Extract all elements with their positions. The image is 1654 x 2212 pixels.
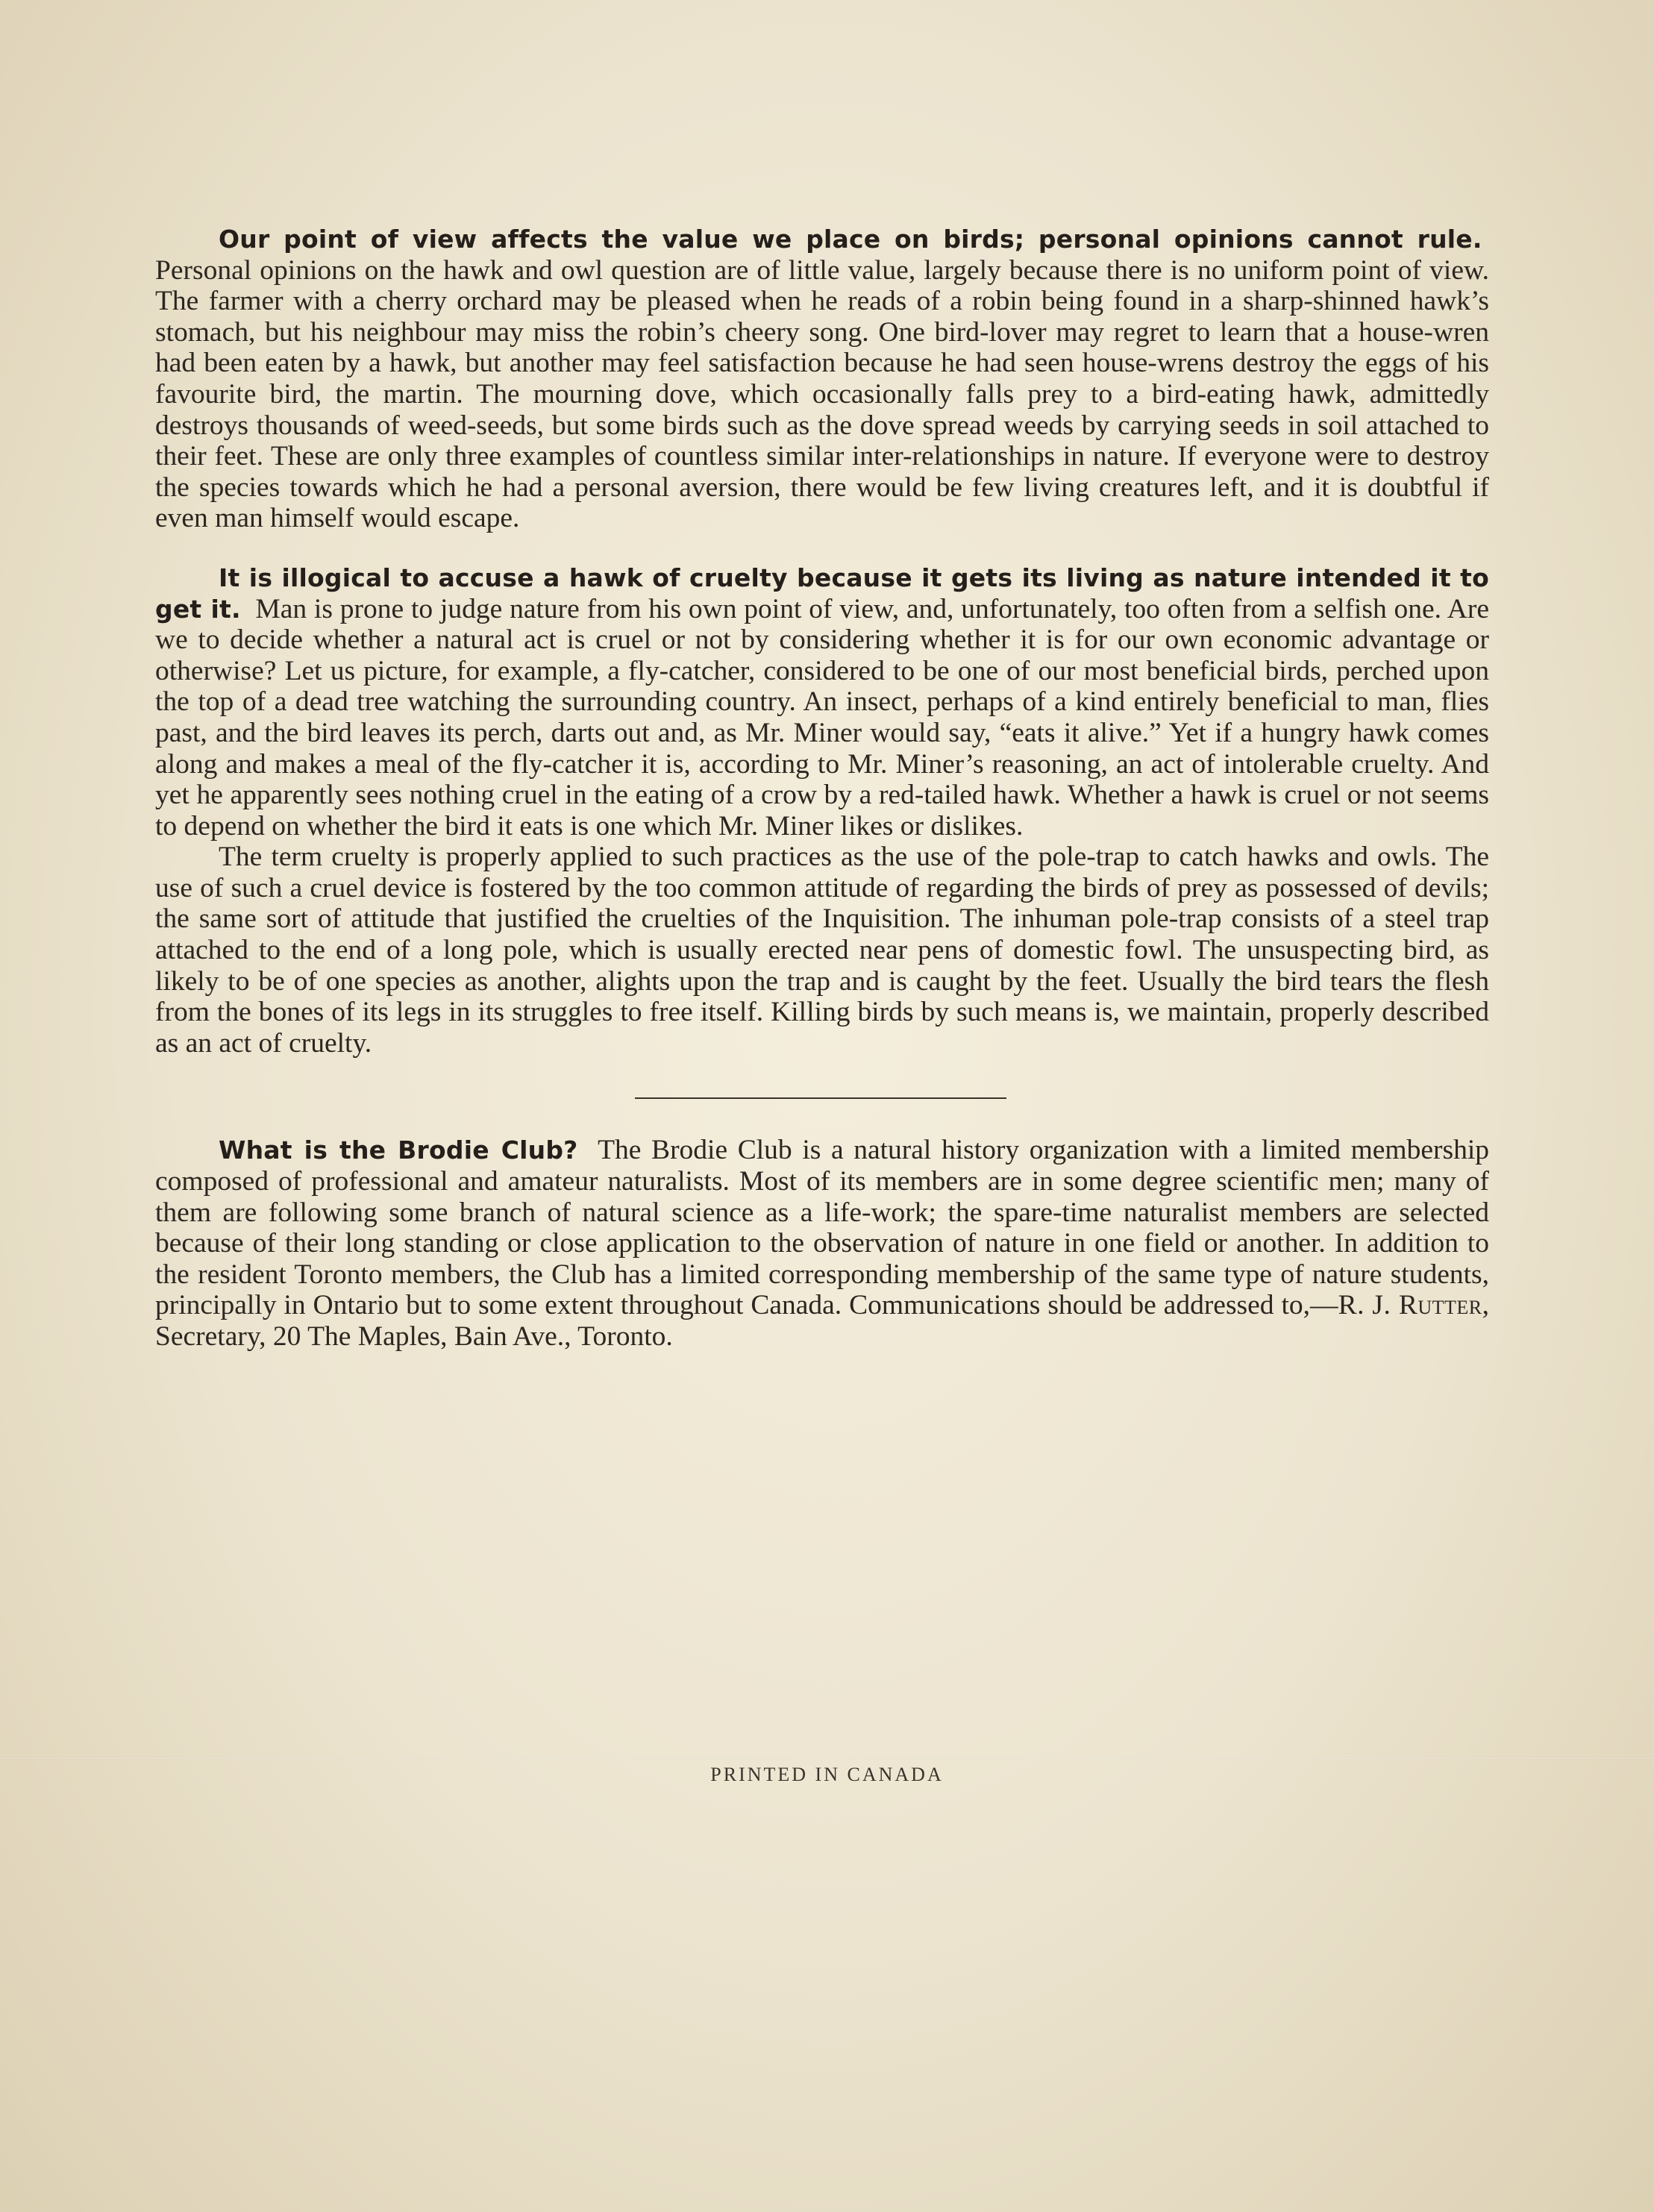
document-body <box>155 224 1489 1353</box>
section-heading: What is the Brodie Club? <box>219 1135 578 1165</box>
section-body: The Brodie Club is a natural history organization with a limited membership composed of professional and amateur naturalists. Most of its members are in some degree scientific men; many of them are following some branch of natural science as a life-work; the spare-time naturalist members are selected because of their long standing or close application to the observation of nature in one field or another. In addition to the resident Toronto members, the Club has a limited corresponding membership of the same type of nature students, principally in Ontario but to some extent throughout Canada. Communications should be addressed to,— <box>155 1135 1489 1321</box>
section-point-of-view <box>155 224 1489 534</box>
section-heading: Our point of view affects the value we place on birds; personal opinions cannot rule. <box>219 225 1482 254</box>
printed-in-canada-footer: PRINTED IN CANADA <box>710 1764 944 1785</box>
section-body: Personal opinions on the hawk and owl question are of little value, largely because there is no uniform point of view. The farmer with a cherry orchard may be pleased when he reads of a robin being found in a sharp-shinned hawk’s stomach, but his neighbour may miss the robin’s cheery song. One bird-lover may regret to learn that a house-wren had been eaten by a hawk, but another may feel satisfaction because he had seen house-wrens destroy the eggs of his favourite bird, the martin. The mourning dove, which occasionally falls prey to a bird-eating hawk, admittedly destroys thousands of weed-seeds, but some birds such as the dove spread weeds by carrying seeds in soil attached to their feet. These are only three examples of countless similar inter-relationships in nature. If everyone were to destroy the species towards which he had a personal aversion, there would be few living creatures left, and it is doubtful if even man himself would escape. <box>155 254 1489 534</box>
contact-name: R. J. Rutter <box>1338 1290 1482 1321</box>
section-cruelty <box>155 563 1489 1059</box>
paragraph: The term cruelty is properly applied to such practices as the use of the pole-trap to catch hawks and owls. The use of such a cruel device is fostered by the too common attitude of regarding the birds of prey as possessed of devils; the same sort of attitude that justified the cruelties of the Inquisition. The inhuman pole-trap consists of a steel trap attached to the end of a long pole, which is usually erected near pens of domestic fowl. The unsuspecting bird, as likely to be of one species as another, alights upon the trap and is caught by the feet. Usually the bird tears the flesh from the bones of its legs in its struggles to free itself. Killing birds by such means is, we maintain, properly described as an act of cruelty. <box>155 842 1489 1059</box>
section-body: Man is prone to judge nature from his own point of view, and, unfortunately, too often from a selfish one. Are we to decide whether a natural act is cruel or not by considering whether it is for our own economic advantage or otherwise? Let us picture, for example, a fly-catcher, considered to be one of our most beneficial birds, perched upon the top of a dead tree watching the surrounding country. An insect, perhaps of a kind entirely beneficial to man, flies past, and the bird leaves its perch, darts out and, as Mr. Miner would say, “eats it alive.” Yet if a hungry hawk comes along and makes a meal of the fly-catcher it is, according to Mr. Miner’s reasoning, an act of intolerable cruelty. And yet he apparently sees nothing cruel in the eating of a crow by a red-tailed hawk. Whether a hawk is cruel or not seems to depend on whether the bird it eats is one which Mr. Miner likes or dislikes. <box>155 593 1489 842</box>
section-heading: It is illogical to accuse a hawk of cruelty because it gets its living as nature intended it to get it. <box>155 563 1489 624</box>
paragraph <box>155 224 1489 534</box>
section-divider <box>635 1097 1006 1099</box>
section-brodie-club <box>155 1135 1489 1352</box>
paragraph <box>155 1135 1489 1352</box>
paper-fold-line <box>0 1757 1654 1759</box>
paragraph <box>155 563 1489 842</box>
contact-address: , Secretary, 20 The Maples, Bain Ave., Toronto. <box>155 1290 1490 1352</box>
